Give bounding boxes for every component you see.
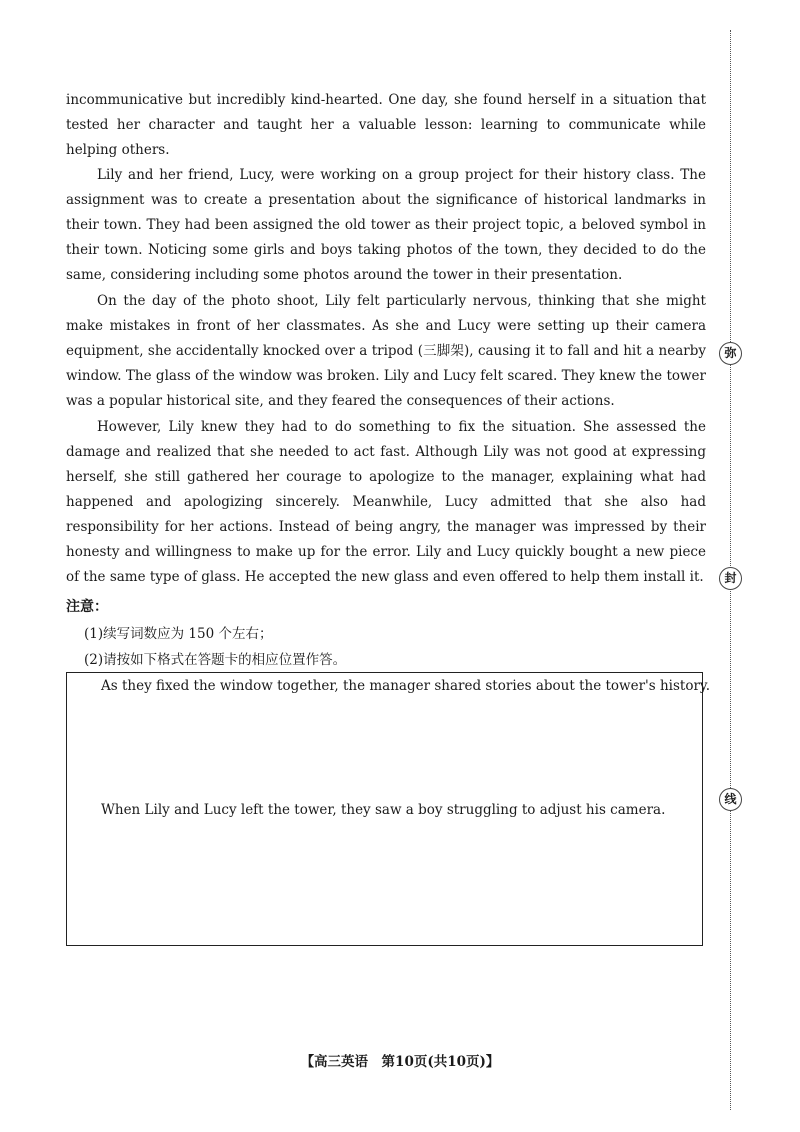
passage-paragraph-1: Lily and her friend, Lucy, were working on a group project for their history class. The assignment was to create a presentation about the significance of historical landmarks in their town. They had been assigned the old tower as their project topic, a beloved symbol in their town. Noticing some girls and boys taking photos of the town, they decided to do the same, considering including some photos around the tower in their presentation. (66, 167, 706, 283)
answer-box-opening-line-1: As they fixed the window together, the manager shared stories about the tower's history. (101, 678, 711, 694)
passage-paragraph-2: On the day of the photo shoot, Lily felt particularly nervous, thinking that she might make mistakes in front of her classmates. As she and Lucy were setting up their camera equipment, she accidentally knocked over a tripod (三脚架), causing it to fall and hit a nearby window. The glass of the window was broken. Lily and Lucy felt scared. They knew the tower was a popular historical site, and they feared the consequences of their actions. (66, 293, 706, 409)
passage-paragraph-0: incommunicative but incredibly kind-hearted. One day, she found herself in a situation that tested her character and taught her a valuable lesson: learning to communicate while helping others. (66, 92, 706, 158)
binding-mark-xian: 线 (719, 788, 742, 811)
page-footer: 【高三英语 第10页(共10页)】 (300, 1054, 500, 1070)
binding-mark-mi: 弥 (719, 342, 742, 365)
note-item-1: (1)续写词数应为 150 个左右； (84, 626, 273, 642)
binding-mark-feng: 封 (719, 567, 742, 590)
answer-box (66, 672, 711, 946)
notes-title: 注意： (66, 599, 108, 615)
passage-paragraph-3: However, Lily knew they had to do something to fix the situation. She assessed the damage and realized that she needed to act fast. Although Lily was not good at expressing herself, she still gathered her courage to apologize to the manager, explaining what had happened and apologizing sincerely. Meanwhile, Lucy admitted that she also had responsibility for her actions. Instead of being angry, the manager was impressed by their honesty and willingness to make up for the error. Lily and Lucy quickly bought a new piece of the same type of glass. He accepted the new glass and even offered to help them install it. (66, 419, 706, 585)
note-item-2: (2)请按如下格式在答题卡的相应位置作答。 (84, 652, 347, 668)
answer-box-opening-line-2: When Lily and Lucy left the tower, they saw a boy struggling to adjust his camera. (101, 802, 666, 818)
